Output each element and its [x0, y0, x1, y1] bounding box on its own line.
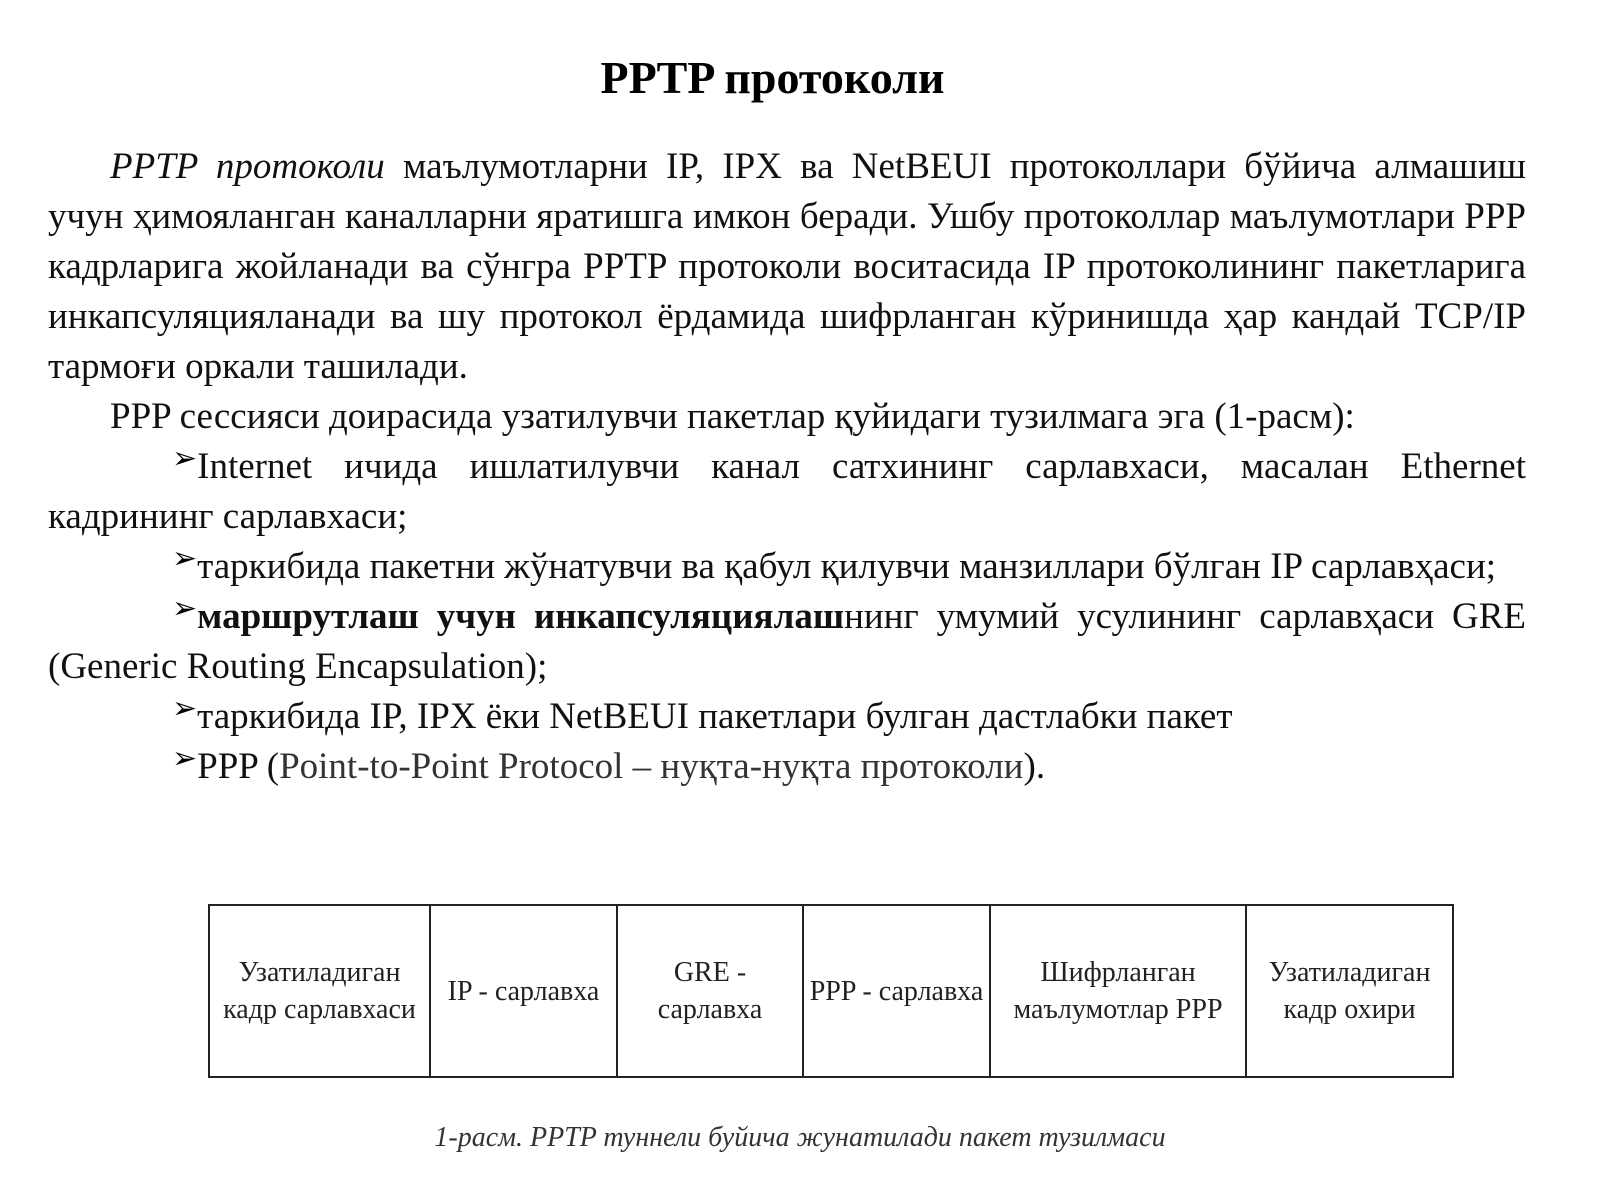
figure-caption: 1-расм. PPTP туннели буйича жунатилади пакет тузилмаси — [434, 1122, 1166, 1153]
bullet-item-1 — [48, 442, 1526, 542]
arrow-bullet-icon: ➢ — [172, 541, 198, 576]
arrow-bullet-icon: ➢ — [172, 691, 198, 726]
table-cell-gre-header: GRE - сарлавха — [618, 906, 804, 1076]
bullet-item-3-bold: маршрутлаш учун инкапсуляциялаш — [197, 596, 845, 637]
bullet-item-4 — [48, 692, 1526, 742]
body-text — [48, 142, 1526, 792]
bullet-item-1-text: Internet ичида ишлатилувчи канал сатхининг сарлавхаси, масалан Ethernet кадрининг сарлавхаси; — [48, 446, 1526, 537]
arrow-bullet-icon: ➢ — [172, 591, 198, 626]
bullet-item-5-lead: PPP ( — [197, 746, 280, 787]
table-cell-encrypted-data: Шифрланган маълумотлар PPP — [991, 906, 1247, 1076]
bullet-item-3 — [48, 592, 1526, 692]
paragraph-structure: PPP сессияси доирасида узатилувчи пакетлар қуйидаги тузилмага эга (1-расм): — [110, 396, 1355, 437]
paragraph-intro — [48, 142, 1526, 392]
table-cell-ppp-header: PPP - сарлавха — [804, 906, 991, 1076]
bullet-item-2-text: таркибида пакетни жўнатувчи ва қабул қилувчи манзиллари бўлган IP сарлавҳаси; — [197, 546, 1497, 587]
bullet-item-5 — [48, 742, 1526, 792]
bullet-item-3-text: нинг умумий усулининг сарлавҳаси GRE (Generic Routing Encapsulation); — [48, 596, 1526, 687]
table-cell-frame-header: Узатиладиган кадр сарлавхаси — [210, 906, 431, 1076]
paragraph-intro-lead: PPTP протоколи — [110, 146, 385, 187]
arrow-bullet-icon: ➢ — [172, 741, 198, 776]
packet-structure-table — [208, 904, 1454, 1078]
arrow-bullet-icon: ➢ — [172, 441, 198, 476]
paragraph-intro-text: маълумотларни IP, IPX ва NetBEUI протоколлари бўйича алмашиш учун ҳимояланган каналларни яратишга имкон беради. Ушбу протоколлар маълумотлари PPP кадрларига жойланади ва сўнгра PPTP протоколи воситасида IP протоколининг пакетларига инкапсуляцияланади ва шу протокол ёрдамида шифрланган кўринишда ҳар кандай TCP/IP тармоғи оркали ташилади. — [48, 146, 1526, 387]
page-title: PPTP протоколи — [600, 52, 945, 103]
bullet-item-4-text: таркибида IP, IPX ёки NetBEUI пакетлари булган дастлабки пакет — [197, 696, 1233, 737]
table-cell-frame-end: Узатиладиган кадр охири — [1268, 957, 1431, 1025]
bullet-item-2 — [48, 542, 1526, 592]
bullet-item-5-definition: Point-to-Point Protocol – нуқта-нуқта протоколи — [279, 746, 1024, 787]
bullet-item-5-tail: ). — [1023, 746, 1046, 787]
table-cell-ip-header: IP - сарлавха — [431, 906, 618, 1076]
